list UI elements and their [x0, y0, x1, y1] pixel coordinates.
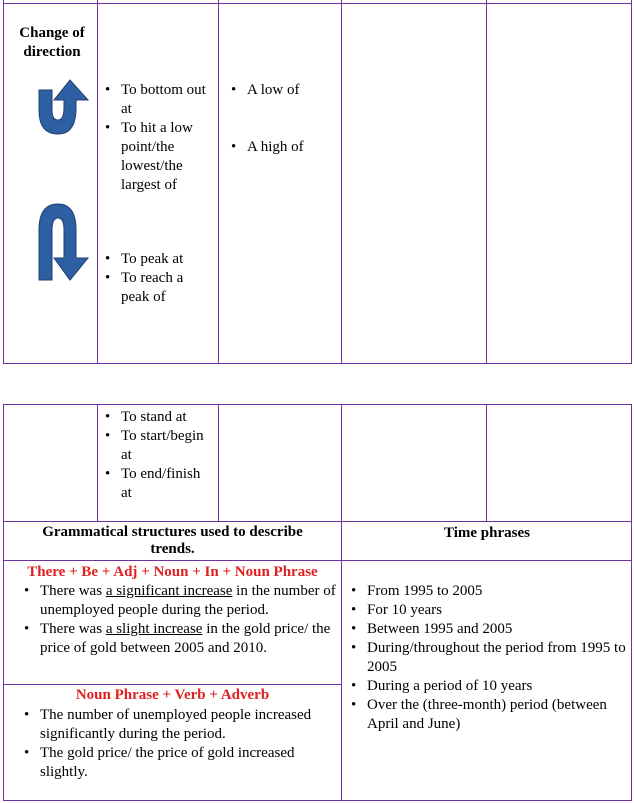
verbs-stand-list	[105, 408, 213, 503]
verbs-down-list	[105, 250, 213, 307]
list-item: • From 1995 to 2005	[351, 582, 627, 601]
list-item: • During/throughout the period from 1995 to 2005	[351, 639, 627, 677]
verbs-up-list	[105, 81, 213, 195]
list-item: • To start/begin at	[105, 427, 213, 465]
formula-heading-2: Noun Phrase + Verb + Adverb	[75, 687, 270, 703]
col-divider	[486, 0, 487, 364]
col-divider	[341, 404, 342, 801]
list-item: • To bottom out at	[105, 81, 213, 119]
formula-heading-1: There + Be + Adj + Noun + In + Noun Phrase	[27, 564, 318, 580]
list-item: • Over the (three-month) period (between April and June)	[351, 696, 627, 734]
col-divider	[97, 404, 98, 522]
col-divider	[341, 0, 342, 364]
list-item: • There was a slight increase in the gold price/ the price of gold between 2005 and 2010.	[24, 620, 340, 658]
col-divider	[218, 0, 219, 364]
list-item: • Between 1995 and 2005	[351, 620, 627, 639]
list-item: • To reach a peak of	[105, 269, 213, 307]
list-item: • During a period of 10 years	[351, 677, 627, 696]
formula1-examples	[24, 582, 340, 658]
time-phrases-heading: Time phrases	[444, 525, 530, 541]
list-item: • A low of	[231, 81, 336, 100]
list-item: • The number of unemployed people increased significantly during the period.	[24, 706, 340, 744]
list-item: • To hit a low point/the lowest/the largest of	[105, 119, 213, 195]
nouns-list	[231, 81, 336, 157]
list-item: • To stand at	[105, 408, 213, 427]
list-item: • To peak at	[105, 250, 213, 269]
time-phrases-list	[351, 582, 627, 734]
change-of-direction-heading: Change of direction	[19, 25, 85, 60]
row-divider	[3, 684, 342, 685]
col-divider	[218, 404, 219, 522]
list-item: • There was a significant increase in the number of unemployed people during the period.	[24, 582, 340, 620]
list-item: • For 10 years	[351, 601, 627, 620]
row-divider	[3, 3, 632, 4]
col-divider	[97, 0, 98, 364]
list-item: • To end/finish at	[105, 465, 213, 503]
col-divider	[486, 404, 487, 522]
list-item: • A high of	[231, 138, 336, 157]
curved-down-arrow-icon	[34, 200, 94, 282]
row-divider	[3, 521, 632, 522]
row-divider	[3, 560, 632, 561]
grammar-heading: Grammatical structures used to describe trends.	[42, 524, 303, 557]
curved-up-arrow-icon	[34, 78, 94, 140]
formula2-examples	[24, 706, 340, 782]
list-item: • The gold price/ the price of gold increased slightly.	[24, 744, 340, 782]
